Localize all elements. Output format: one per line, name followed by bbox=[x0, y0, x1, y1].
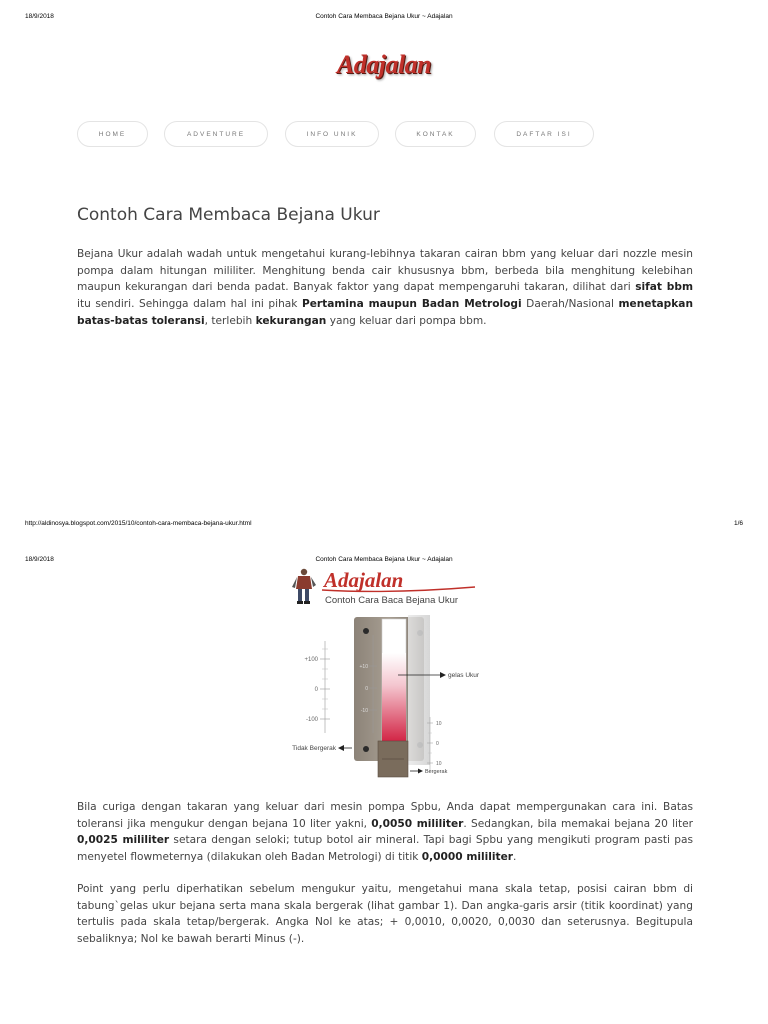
label-tidak-bergerak: Tidak Bergerak bbox=[292, 745, 336, 752]
inner-scale-label-top: +10 bbox=[359, 664, 368, 670]
right-scale-label-top: 10 bbox=[436, 721, 442, 727]
bejana-ukur-figure bbox=[270, 563, 500, 781]
print-header-date: 18/9/2018 bbox=[25, 13, 54, 20]
nav-item-info-unik[interactable]: INFO UNIK bbox=[285, 121, 379, 147]
nav-item-adventure[interactable]: ADVENTURE bbox=[164, 121, 268, 147]
right-scale-label-zero: 0 bbox=[436, 741, 439, 747]
label-bergerak: Bergerak bbox=[425, 769, 448, 775]
left-scale bbox=[304, 641, 330, 733]
body-paragraph-1: Bila curiga dengan takaran yang keluar dari mesin pompa Spbu, Anda dapat mempergunakan cara ini. Batas toleransi jika mengukur dengan bejana 10 liter yakni, 0,0050 mililiter. Sedangkan, bila memakai bejana 20 liter 0,0025 mililiter setara dengan seloki; tutup botol air mineral. Tapi bagi Spbu yang mengikuti program pasti pas menyetel flowmeternya (dilakukan oleh Badan Metrologi) di titik 0,0000 mililiter. bbox=[77, 801, 693, 864]
print-header-title: Contoh Cara Membaca Bejana Ukur ~ Adajalan bbox=[315, 13, 453, 20]
print-footer-page: 1/6 bbox=[734, 520, 744, 527]
label-gelas-ukur: gelas Ukur bbox=[448, 672, 480, 679]
print-header-title-2: Contoh Cara Membaca Bejana Ukur ~ Adajalan bbox=[315, 556, 453, 563]
right-scale-label-bottom: 10 bbox=[436, 761, 442, 767]
screw-icon bbox=[363, 628, 369, 634]
print-header-date-2: 18/9/2018 bbox=[25, 556, 54, 563]
intro-paragraph: Bejana Ukur adalah wadah untuk mengetahui kurang-lebihnya takaran cairan bbm yang keluar dari nozzle mesin pompa dalam hitungan mililiter. Menghitung benda cair khususnya bbm, berbeda bila menghitung kelebihan maupun kekurangan dari benda padat. Banyak faktor yang dapat mempengaruhi takaran, dilihat dari sifat bbm itu sendiri. Sehingga dalam hal ini pihak Pertamina maupun Badan Metrologi Daerah/Nasional menetapkan batas-batas toleransi, terlebih kekurangan yang keluar dari pompa bbm. bbox=[77, 248, 693, 327]
nav-item-home[interactable]: HOME bbox=[77, 121, 148, 147]
arrow-left-icon bbox=[338, 745, 344, 751]
site-logo[interactable]: Adajalan bbox=[336, 50, 432, 79]
figure-caption: Contoh Cara Baca Bejana Ukur bbox=[325, 595, 459, 606]
inner-scale-label-bottom: -10 bbox=[360, 708, 368, 714]
left-scale-label-bottom: -100 bbox=[305, 717, 318, 723]
post-title: Contoh Cara Membaca Bejana Ukur bbox=[77, 205, 380, 225]
nav-item-kontak[interactable]: KONTAK bbox=[395, 121, 476, 147]
print-footer-url: http://aldinosya.blogspot.com/2015/10/contoh-cara-membaca-bejana-ukur.html bbox=[25, 520, 252, 527]
liquid-level bbox=[382, 653, 406, 745]
left-scale-label-zero: 0 bbox=[314, 687, 318, 693]
left-scale-label-top: +100 bbox=[304, 657, 318, 663]
traveler-icon bbox=[292, 569, 316, 604]
figure-logo: Adajalan bbox=[324, 568, 404, 592]
arrow-right-icon bbox=[418, 769, 423, 774]
nav-item-daftar-isi[interactable]: DAFTAR ISI bbox=[494, 121, 594, 147]
inner-scale-label-zero: 0 bbox=[365, 686, 368, 692]
arrow-right-icon bbox=[440, 672, 446, 678]
screw-icon bbox=[363, 746, 369, 752]
body-paragraph-2: Point yang perlu diperhatikan sebelum mengukur yaitu, mengetahui mana skala tetap, posisi cairan bbm di tabung`gelas ukur bejana serta mana skala bergerak (lihat gambar 1). Dan angka-garis arsir (titik koordinat) yang tertulis pada skala tetap/bergerak. Angka Nol ke atas; + 0,0010, 0,0020, 0,0030 dan seterusnya. Begitupula sebaliknya; Nol ke bawah berarti Minus (-). bbox=[77, 883, 693, 946]
